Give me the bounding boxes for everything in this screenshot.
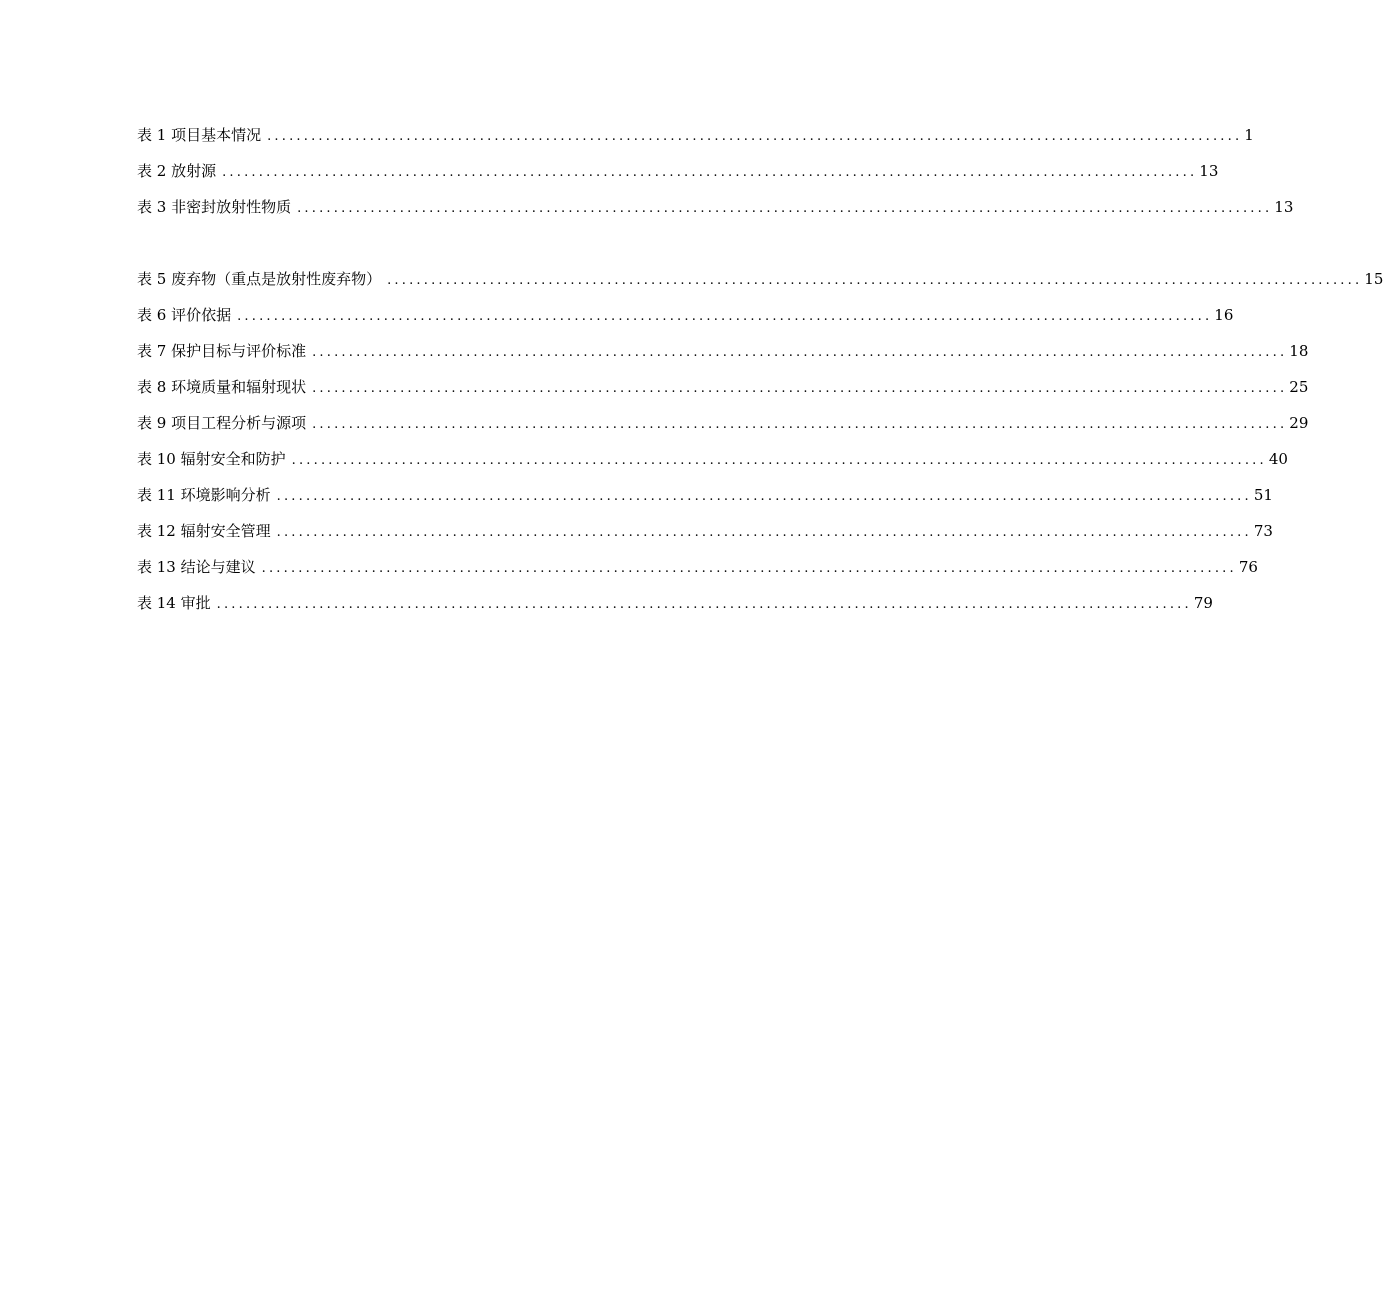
toc-entry-label: 表 7 保护目标与评价标准 (137, 342, 307, 360)
toc-entry[interactable] (137, 196, 1294, 232)
toc-entry-page: 16 (1214, 306, 1234, 324)
dot-leader: ..................................................................................................................................... (276, 525, 1252, 540)
toc-entry[interactable] (137, 160, 1219, 196)
toc-entry[interactable] (137, 304, 1234, 340)
dot-leader: ..................................................................................................................................... (312, 381, 1288, 396)
toc-entry[interactable] (137, 556, 1258, 592)
toc-entry-page: 73 (1253, 522, 1273, 540)
toc-entry-label: 表 11 环境影响分析 (137, 486, 271, 504)
toc-entry[interactable] (137, 484, 1273, 520)
toc-entry-label: 表 2 放射源 (137, 162, 217, 180)
toc-entry-page: 51 (1253, 486, 1273, 504)
toc-entry-page: 15 (1364, 270, 1383, 288)
dot-leader: ..................................................................................................................................... (276, 489, 1252, 504)
dot-leader: ..................................................................................................................................... (387, 273, 1363, 288)
toc-entry[interactable] (137, 592, 1213, 628)
toc-entry[interactable] (137, 448, 1288, 484)
toc-entry-label: 表 9 项目工程分析与源项 (137, 414, 307, 432)
dot-leader: ..................................................................................................................................... (237, 309, 1213, 324)
toc-entry-label: 表 3 非密封放射性物质 (137, 198, 292, 216)
toc-entry-label: 表 6 评价依据 (137, 306, 232, 324)
toc-entry-label: 表 13 结论与建议 (137, 558, 256, 576)
toc-entry[interactable] (137, 520, 1273, 556)
dot-leader: ..................................................................................................................................... (291, 453, 1267, 468)
dot-leader: ..................................................................................................................................... (312, 345, 1288, 360)
dot-leader: ..................................................................................................................................... (267, 129, 1243, 144)
toc-entry-label: 表 5 废弃物（重点是放射性废弃物） (137, 270, 382, 288)
dot-leader: ..................................................................................................................................... (261, 561, 1237, 576)
toc-entry-page: 1 (1244, 126, 1254, 144)
dot-leader: ..................................................................................................................................... (297, 201, 1273, 216)
toc-entry-label: 表 10 辐射安全和防护 (137, 450, 286, 468)
dot-leader: ..................................................................................................................................... (222, 165, 1198, 180)
toc-entry[interactable] (137, 268, 1383, 304)
toc-entry-page: 79 (1193, 594, 1213, 612)
toc-entry-page: 29 (1289, 414, 1309, 432)
toc-entry-label: 表 14 审批 (137, 594, 211, 612)
toc-entry-page: 13 (1274, 198, 1294, 216)
toc-entry-page: 25 (1289, 378, 1309, 396)
dot-leader: ..................................................................................................................................... (216, 597, 1192, 612)
table-of-contents (137, 124, 1383, 628)
toc-entry[interactable] (137, 412, 1309, 448)
dot-leader: ..................................................................................................................................... (312, 417, 1288, 432)
toc-entry-page: 18 (1289, 342, 1309, 360)
toc-entry-page: 13 (1199, 162, 1219, 180)
toc-entry-label: 表 8 环境质量和辐射现状 (137, 378, 307, 396)
toc-entry-page: 76 (1238, 558, 1258, 576)
toc-entry[interactable] (137, 376, 1309, 412)
toc-entry[interactable] (137, 340, 1309, 376)
toc-entry-page: 40 (1268, 450, 1288, 468)
toc-entry-label: 表 12 辐射安全管理 (137, 522, 271, 540)
toc-entry[interactable] (137, 124, 1254, 160)
toc-entry-label: 表 1 项目基本情况 (137, 126, 262, 144)
